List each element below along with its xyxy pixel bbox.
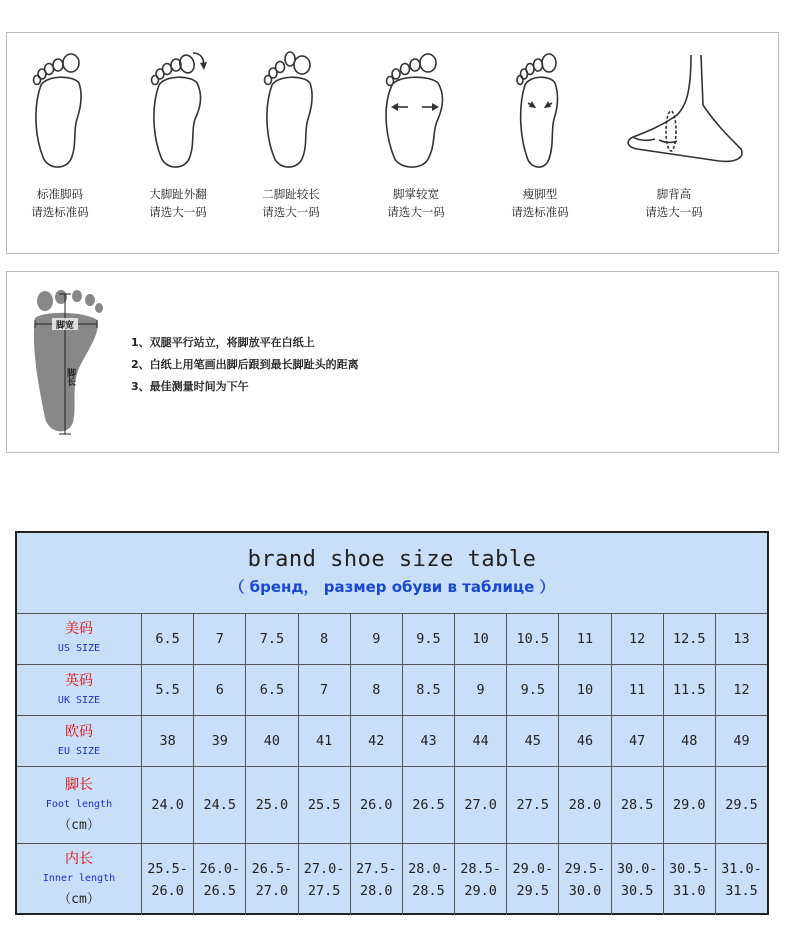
row-label-en: US SIZE: [57, 643, 101, 654]
table-cell: 11.5: [664, 665, 716, 715]
table-cell: 38: [142, 716, 194, 766]
table-cell: 8: [351, 665, 403, 715]
measurement-step: 1、双腿平行站立，将脚放平在白纸上: [131, 336, 315, 349]
foot-width-label: 脚宽: [55, 321, 75, 331]
table-cell: 7: [194, 613, 246, 664]
table-cell: 26.5: [403, 767, 455, 843]
foot-type-advice: 请选大一码: [149, 205, 207, 219]
table-cell: 31.0- 31.5: [721, 860, 762, 899]
foot-type-long-second-toe: [236, 45, 346, 221]
thin-foot-icon: [505, 45, 575, 175]
table-cell: 41: [299, 716, 351, 766]
foot-length-label: 脚长: [65, 368, 75, 386]
foot-type-name: 瘦脚型: [522, 187, 558, 201]
table-cell: 5.5: [142, 665, 194, 715]
table-cell: 7: [299, 665, 351, 715]
table-cell: 27.5- 28.0: [351, 844, 403, 915]
table-cell: 11: [612, 665, 664, 715]
table-cell: 28.5: [612, 767, 664, 843]
table-cell: 29.5- 30.0: [559, 844, 611, 915]
table-row: [17, 716, 767, 767]
foot-type-name: 脚背高: [656, 187, 692, 201]
table-cell: 25.0: [246, 767, 298, 843]
bunion-foot-icon: [143, 45, 213, 175]
row-unit: （cm）: [58, 892, 100, 907]
table-cell: 8.5: [403, 665, 455, 715]
high-instep-icon: [619, 45, 759, 175]
table-cell: 9: [351, 613, 403, 664]
table-cell: 29.0: [664, 767, 716, 843]
row-label: [17, 844, 142, 915]
row-label-cn: 英码: [65, 672, 93, 689]
measurement-guide: [6, 271, 779, 453]
table-cell: 29.5: [725, 797, 758, 813]
table-cell: 7.5: [246, 613, 298, 664]
table-cell: 44: [455, 716, 507, 766]
table-cell: 27.5: [507, 767, 559, 843]
table-cell: 9.5: [507, 665, 559, 715]
table-cell: 46: [559, 716, 611, 766]
table-cell: 12: [733, 682, 750, 698]
row-label-cn: 美码: [65, 621, 93, 637]
standard-foot-icon: [25, 45, 95, 175]
table-cell: 24.5: [194, 767, 246, 843]
foot-type-high-instep: [619, 45, 729, 221]
table-cell: 40: [246, 716, 298, 766]
measurement-step: 2、白纸上用笔画出脚后跟到最长脚趾头的距离: [131, 358, 359, 371]
table-row: [17, 844, 767, 915]
table-cell: 10: [455, 613, 507, 664]
table-cell: 43: [403, 716, 455, 766]
row-label: [17, 716, 142, 766]
measurement-steps: [131, 332, 359, 398]
row-label-cn: 内长: [65, 851, 93, 867]
row-label-en: EU SIZE: [57, 745, 101, 757]
foot-type-name: 大脚趾外翻: [149, 187, 207, 201]
foot-type-wide: [361, 45, 471, 221]
table-cell: 27.0- 27.5: [299, 844, 351, 915]
table-cell: 48: [664, 716, 716, 766]
foot-type-advice: 请选大一码: [645, 205, 703, 219]
table-cell: 6: [194, 665, 246, 715]
table-cell: 26.0- 26.5: [194, 844, 246, 915]
foot-type-advice: 请选标准码: [511, 205, 569, 219]
foot-type-name: 标准脚码: [37, 187, 83, 201]
table-cell: 6.5: [142, 613, 194, 664]
table-cell: 26.5- 27.0: [246, 844, 298, 915]
table-cell: 12: [612, 613, 664, 664]
foot-measure-icon: [25, 288, 111, 438]
table-cell: 26.0: [351, 767, 403, 843]
table-cell: 28.0- 28.5: [403, 844, 455, 915]
foot-type-guide: [6, 32, 779, 254]
row-unit: （cm）: [58, 817, 100, 833]
foot-type-name: 脚掌较宽: [393, 187, 439, 201]
table-cell: 13: [733, 630, 750, 647]
table-cell: 10.5: [507, 613, 559, 664]
table-row: [17, 767, 767, 844]
table-cell: 30.5- 31.0: [664, 844, 716, 915]
table-cell: 39: [194, 716, 246, 766]
foot-type-advice: 请选标准码: [31, 205, 89, 219]
row-label: [17, 767, 142, 843]
foot-type-thin: [485, 45, 595, 221]
table-cell: 30.0- 30.5: [612, 844, 664, 915]
table-cell: 49: [733, 733, 750, 749]
long-second-toe-icon: [256, 45, 326, 175]
table-cell: 8: [299, 613, 351, 664]
foot-type-advice: 请选大一码: [262, 205, 320, 219]
table-cell: 47: [612, 716, 664, 766]
table-row: [17, 613, 767, 665]
wide-foot-icon: [378, 45, 454, 175]
row-label-cn: 欧码: [65, 723, 93, 740]
table-cell: 29.0- 29.5: [507, 844, 559, 915]
table-cell: 10: [559, 665, 611, 715]
measurement-step: 3、最佳测量时间为下午: [131, 380, 249, 393]
table-cell: 25.5- 26.0: [142, 844, 194, 915]
table-cell: 9.5: [403, 613, 455, 664]
foot-type-advice: 请选大一码: [387, 205, 445, 219]
table-cell: 42: [351, 716, 403, 766]
row-label: [17, 665, 142, 715]
size-table: [15, 531, 769, 915]
foot-type-bunion: [123, 45, 233, 221]
table-cell: 12.5: [664, 613, 716, 664]
table-row: [17, 665, 767, 716]
row-label-en: Foot length: [45, 798, 113, 810]
row-label-cn: 脚长: [65, 776, 93, 793]
foot-type-name: 二脚趾较长: [262, 187, 320, 201]
table-header: [17, 533, 767, 614]
table-cell: 28.0: [559, 767, 611, 843]
table-cell: 9: [455, 665, 507, 715]
table-cell: 27.0: [455, 767, 507, 843]
row-label: [17, 613, 142, 664]
table-cell: 6.5: [246, 665, 298, 715]
table-cell: 28.5- 29.0: [455, 844, 507, 915]
table-cell: 25.5: [299, 767, 351, 843]
table-cell: 11: [559, 613, 611, 664]
row-label-en: UK SIZE: [57, 694, 101, 706]
foot-type-standard: [5, 45, 115, 221]
table-cell: 24.0: [142, 767, 194, 843]
table-cell: 45: [507, 716, 559, 766]
table-subtitle: （ бренд， размер обуви в таблице ）: [229, 578, 555, 596]
row-label-en: Inner length: [42, 873, 116, 884]
table-title: brand shoe size table: [247, 547, 537, 572]
